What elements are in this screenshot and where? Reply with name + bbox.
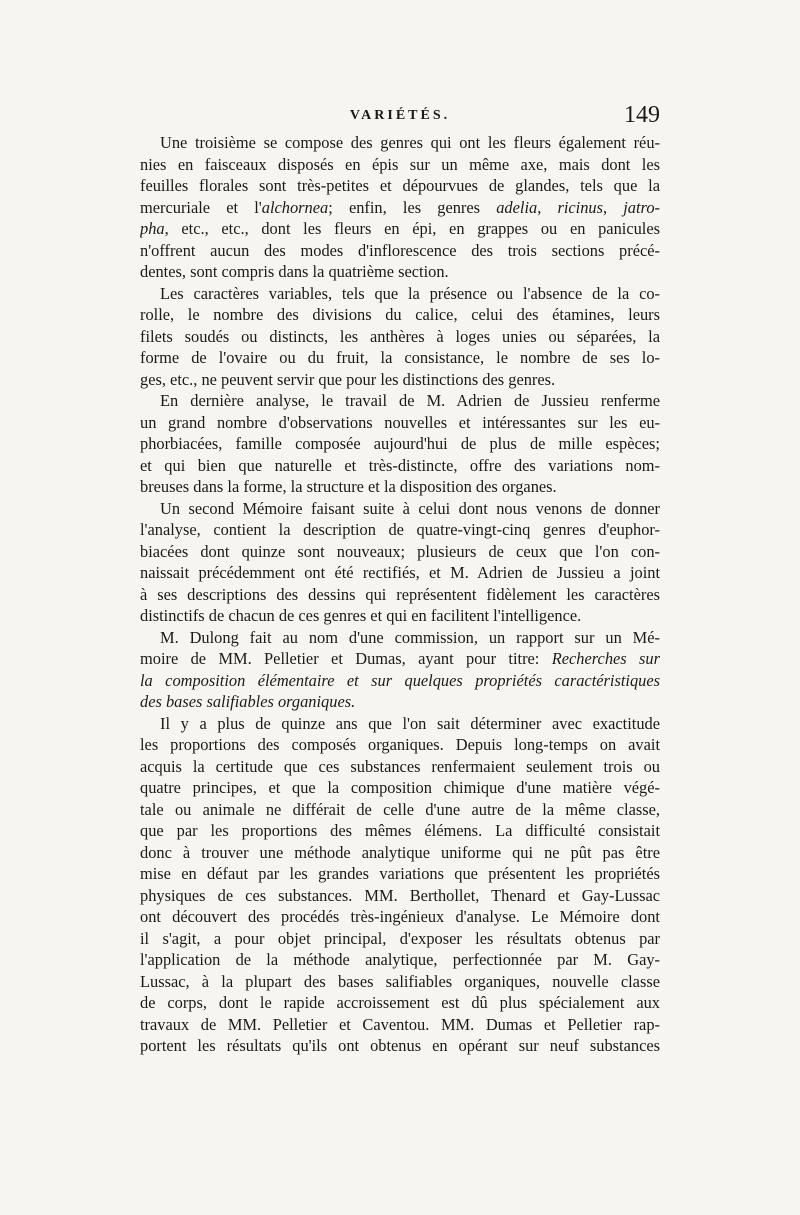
text-line (140, 304, 660, 326)
text-span: acquis la certitude que ces substances renfermaient seulement trois ou (140, 756, 660, 776)
text-line (140, 455, 660, 477)
text-line (140, 777, 660, 799)
text-span: tale ou animale ne différait de celle d'une autre de la même classe, (140, 799, 660, 819)
text-line (140, 992, 660, 1014)
text-line (140, 541, 660, 563)
text-line (140, 476, 660, 498)
text-span: il s'agit, a pour objet principal, d'exposer les résultats obtenus par (140, 928, 660, 948)
text-span: nies en faisceaux disposés en épis sur un même axe, mais dont les (140, 154, 660, 174)
text-span: moire de MM. Pelletier et Dumas, ayant pour titre: (140, 649, 552, 668)
text-span: , (537, 197, 558, 217)
text-span: filets soudés ou distincts, les anthères à loges unies ou séparées, la (140, 326, 660, 346)
text-span: forme de l'ovaire ou du fruit, la consistance, le nombre de ses lo- (140, 348, 660, 367)
text-line (140, 799, 660, 821)
italic-text: des bases salifiables organiques. (140, 692, 356, 711)
italic-text: Recherches sur (551, 649, 660, 668)
text-span: feuilles florales sont très-petites et dépourvues de glandes, tels que la (140, 176, 660, 195)
text-span: donc à trouver une méthode analytique uniforme qui ne pût pas être (140, 842, 660, 862)
text-line (140, 949, 660, 971)
text-span: de corps, dont le rapide accroissement est dû plus spécialement aux (140, 993, 660, 1012)
text-span: phorbiacées, famille composée aujourd'hui de plus de mille espèces; (140, 434, 660, 453)
text-span: breuses dans la forme, la structure et la disposition des organes. (140, 477, 557, 496)
text-line (140, 154, 660, 176)
italic-text: adelia (496, 197, 538, 217)
text-line (140, 197, 660, 219)
text-line (140, 885, 660, 907)
text-span: portent les résultats qu'ils ont obtenus en opérant sur neuf substances (140, 1036, 660, 1055)
text-line (140, 756, 660, 778)
text-span: l'analyse, contient la description de quatre-vingt-cinq genres d'euphor- (140, 520, 660, 539)
text-span: Les caractères variables, tels que la présence ou l'absence de la co- (160, 283, 660, 303)
text-line (140, 433, 660, 455)
italic-text: pha (140, 219, 165, 238)
text-line (140, 1014, 660, 1036)
text-span: Une troisième se compose des genres qui ont les fleurs également réu- (160, 133, 660, 152)
text-line (140, 734, 660, 756)
body-text (140, 132, 660, 1057)
text-span: Un second Mémoire faisant suite à celui dont nous venons de donner (160, 498, 660, 518)
text-line (140, 326, 660, 348)
text-line (140, 863, 660, 885)
text-line (140, 240, 660, 262)
text-span: ; enfin, les genres (328, 197, 497, 217)
text-line (140, 670, 660, 692)
text-span: à ses descriptions des dessins qui représentent fidèlement les caractères (140, 584, 660, 604)
text-line (140, 584, 660, 606)
text-span: En dernière analyse, le travail de M. Adrien de Jussieu renferme (160, 391, 660, 410)
text-span: travaux de MM. Pelletier et Caventou. MM. Dumas et Pelletier rap- (140, 1014, 660, 1034)
italic-text: alchornea (261, 197, 329, 217)
text-span: ont découvert des procédés très-ingénieux d'analyse. Le Mémoire dont (140, 907, 660, 926)
text-line (140, 498, 660, 520)
text-span: quatre principes, et que la composition chimique d'une matière végé- (140, 778, 660, 797)
text-line (140, 218, 660, 240)
text-line (140, 412, 660, 434)
text-line (140, 627, 660, 649)
book-page (140, 104, 660, 1057)
text-line (140, 928, 660, 950)
text-span: Lussac, à la plupart des bases salifiables organiques, nouvelle classe (140, 971, 660, 991)
running-head (140, 104, 660, 128)
text-line (140, 648, 660, 670)
text-span: physiques de ces substances. MM. Berthollet, Thenard et Gay-Lussac (140, 885, 660, 905)
running-head-title: VARIÉTÉS. (349, 108, 451, 123)
text-span: et qui bien que naturelle et très-distincte, offre des variations nom- (140, 455, 660, 475)
text-line (140, 132, 660, 154)
text-line (140, 283, 660, 305)
text-line (140, 261, 660, 283)
text-span: l'application de la méthode analytique, perfectionnée par M. Gay- (140, 950, 660, 969)
text-line (140, 519, 660, 541)
text-span: distinctifs de chacun de ces genres et qui en facilitent l'intelligence. (140, 606, 582, 625)
text-span: les proportions des composés organiques. Depuis long-temps on avait (140, 735, 660, 754)
text-line (140, 1035, 660, 1057)
text-line (140, 691, 660, 713)
text-line (140, 175, 660, 197)
text-line (140, 820, 660, 842)
text-span: un grand nombre d'observations nouvelles et intéressantes sur les eu- (140, 412, 660, 432)
text-line (140, 842, 660, 864)
text-span: ges, etc., ne peuvent servir que pour les distinctions des genres. (140, 369, 556, 389)
italic-text: ricinus (557, 197, 603, 217)
text-span: mercuriale et l' (140, 197, 262, 217)
text-span: rolle, le nombre des divisions du calice, celui des étamines, leurs (140, 305, 660, 324)
text-line (140, 713, 660, 735)
text-span: dentes, sont compris dans la quatrième section. (140, 262, 449, 281)
text-span: mise en défaut par les grandes variations que présentent les propriétés (140, 864, 660, 883)
italic-text: jatro- (623, 197, 660, 217)
text-line (140, 605, 660, 627)
text-line (140, 369, 660, 391)
text-line (140, 971, 660, 993)
text-span: n'offrent aucun des modes d'inflorescence des trois sections précé- (140, 240, 660, 260)
text-span: naissait précédemment ont été rectifiés, et M. Adrien de Jussieu a joint (140, 563, 660, 582)
text-line (140, 347, 660, 369)
text-span: , (602, 197, 624, 217)
text-span: que par les proportions des mêmes élémens. La difficulté consistait (140, 821, 660, 840)
text-span: , etc., etc., dont les fleurs en épi, en grappes ou en panicules (164, 219, 660, 238)
text-span: biacées dont quinze sont nouveaux; plusieurs de ceux que l'on con- (140, 541, 660, 561)
text-span: Il y a plus de quinze ans que l'on sait déterminer avec exactitude (160, 713, 660, 733)
text-line (140, 390, 660, 412)
text-line (140, 906, 660, 928)
italic-text: la composition élémentaire et sur quelques propriétés caractéristiques (140, 670, 660, 690)
text-line (140, 562, 660, 584)
page-number: 149 (624, 102, 660, 128)
text-span: M. Dulong fait au nom d'une commission, un rapport sur un Mé- (160, 627, 660, 647)
